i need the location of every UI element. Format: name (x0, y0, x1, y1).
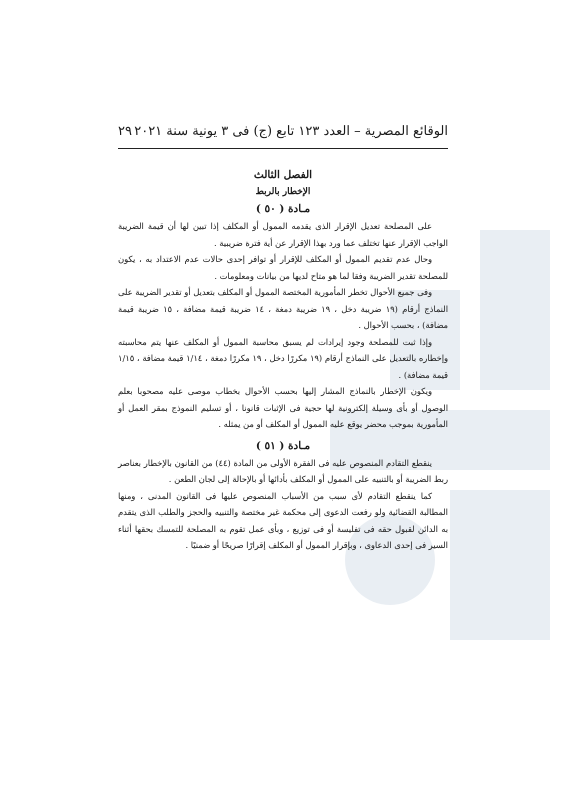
article-51-heading: مـادة ( ٥١ ) (255, 439, 311, 452)
article-50-paragraph: وفى جميع الأحوال تخطر المأمورية المختصة الممول أو المكلف بتعديل أو تقدير الضريبة على النماذج أرقام (١٩ ضريبة دخل ، ١٩ ضريبة دمغة ، ١٤ ضريبة قيمة مضافة ، ١٥ ضريبة قيمة مضافة) ، بحسب الأحوال . (118, 287, 449, 330)
chapter-title: الفصل الثالث (253, 169, 313, 181)
document-body (118, 160, 448, 554)
chapter-subtitle: الإخطار بالربط (255, 187, 311, 197)
page-number: ٢٩ (118, 124, 132, 139)
page-header (118, 124, 448, 139)
article-50-paragraph: ويكون الإخطار بالنماذج المشار إليها بحسب الأحوال بخطاب موصى عليه مصحوبا بعلم الوصول أو بأى وسيلة إلكترونية لها حجية فى الإثبات قانونا ، أو تسليم النموذج بمقر العمل أو المأمورية بموجب محضر يوقع عليه الممول أو المكلف أو من يمثله . (118, 386, 448, 429)
article-50-paragraph: على المصلحة تعديل الإقرار الذى يقدمه الممول أو المكلف إذا تبين لها أن قيمة الضريبة الواجب الإقرار عنها تختلف عما ورد بهذا الإقرار عن أية فترة ضريبية . (118, 221, 448, 248)
article-51-paragraph: ينقطع التقادم المنصوص عليه فى الفقرة الأولى من المادة (٤٤) من القانون بالإخطار بعناصر ربط الضريبة أو بالتنبيه على الممول أو المكلف بأدائها أو بالإحالة إلى لجان الطعن . (118, 457, 448, 484)
article-50-paragraph: وإذا ثبت للمصلحة وجود إيرادات لم يسبق محاسبة الممول أو المكلف عنها يتم محاسبته وإخطاره بالتعديل على النماذج أرقام (١٩ مكررًا دخل ، ١٩ مكررًا دمغة ، ١/١٤ قيمة مضافة ، ١/١٥ قيمة مضافة) . (118, 336, 449, 380)
article-51-paragraph: كما ينقطع التقادم لأى سبب من الأسباب المنصوص عليها فى القانون المدنى ، ومنها المطالبة القضائية ولو رفعت الدعوى إلى محكمة غير مختصة والتنبيه والحجز والطلب الذى يتقدم به الدائن لقبول حقه فى تفليسة أو فى توزيع ، وبأى عمل تقوم به المصلحة للتمسك بحقها أثناء السير فى إحدى الدعاوى ، وبإقرار الممول أو المكلف إقرارًا صريحًا أو ضمنيًا . (118, 490, 448, 550)
article-50-paragraph: وحال عدم تقديم الممول أو المكلف للإقرار أو توافر إحدى حالات عدم الاعتداد به ، يكون للمصلحة تقدير الضريبة وفقا لما هو متاح لديها من بيانات ومعلومات . (118, 254, 448, 281)
header-divider (118, 148, 448, 149)
article-50-heading: مـادة ( ٥٠ ) (255, 203, 311, 215)
header-title: الوقائع المصرية – العدد ١٢٣ تابع (ج) فى ٣ يونية سنة ٢٠٢١ (134, 124, 448, 139)
